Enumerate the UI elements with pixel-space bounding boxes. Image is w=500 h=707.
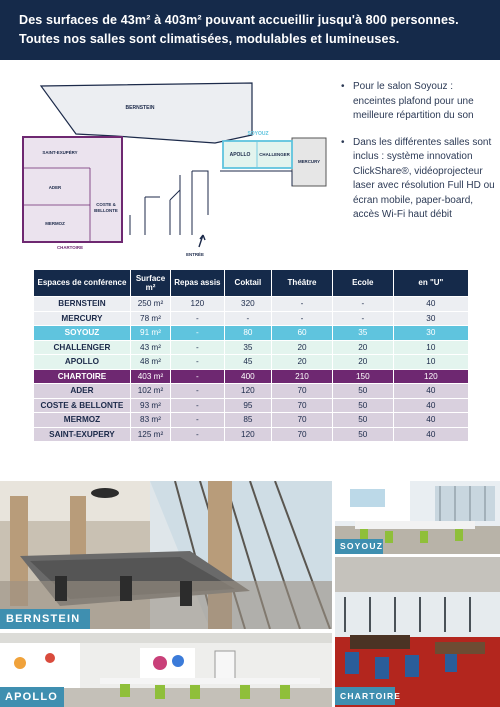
table-cell: 30: [394, 312, 468, 326]
capacity-table: [33, 269, 469, 442]
table-cell: 70: [272, 428, 332, 442]
plan-label-coste-bellonte: COSTE & BELLONTE: [94, 202, 118, 213]
photo-label-bernstein: BERNSTEIN: [0, 609, 90, 629]
photo-chartoire-image: [335, 557, 500, 707]
table-row: [34, 384, 468, 398]
table-row: [34, 413, 468, 427]
table-cell: 50: [333, 413, 393, 427]
table-cell: -: [171, 384, 224, 398]
table-cell: 400: [225, 370, 271, 384]
table-cell: -: [171, 428, 224, 442]
table-cell: -: [171, 355, 224, 369]
room-name-cell: ADER: [34, 384, 130, 398]
col-header-space: Espaces de conférence: [34, 270, 130, 296]
table-cell: 40: [394, 428, 468, 442]
plan-label-apollo: APOLLO: [229, 152, 251, 158]
col-header-u-shape: en "U": [394, 270, 468, 296]
plan-label-saint-exupery: SAINT-EXUPÉRY: [42, 150, 78, 155]
table-cell: -: [171, 341, 224, 355]
feature-item: [340, 80, 495, 124]
table-cell: 91 m²: [131, 326, 170, 340]
table-cell: 50: [333, 428, 393, 442]
col-header-school: Ecole: [333, 270, 393, 296]
plan-label-ader: ADER: [48, 185, 62, 190]
table-cell: 43 m²: [131, 341, 170, 355]
plan-label-soyouz: SOYOUZ: [247, 131, 269, 137]
table-cell: -: [272, 297, 332, 311]
table-cell: -: [171, 326, 224, 340]
col-header-surface: Surface m²: [131, 270, 170, 296]
photo-bernstein-image: [0, 481, 332, 629]
floor-plan: [20, 75, 332, 265]
table-cell: 40: [394, 384, 468, 398]
table-cell: -: [171, 413, 224, 427]
table-row: [34, 370, 468, 384]
table-row: [34, 399, 468, 413]
feature-item: [340, 136, 495, 223]
table-row: [34, 428, 468, 442]
table-cell: 60: [272, 326, 332, 340]
photo-label-apollo: APOLLO: [0, 687, 64, 707]
table-cell: -: [171, 312, 224, 326]
table-cell: 250 m²: [131, 297, 170, 311]
entrance-arrow-icon: [199, 235, 205, 247]
photo-label-chartoire: CHARTOIRE: [335, 687, 395, 705]
plan-label-bernstein: BERNSTEIN: [125, 105, 155, 111]
table-cell: 20: [272, 355, 332, 369]
table-cell: 120: [171, 297, 224, 311]
table-cell: 35: [225, 341, 271, 355]
bullet-icon: •: [341, 136, 345, 148]
table-row: [34, 326, 468, 340]
table-cell: 102 m²: [131, 384, 170, 398]
table-cell: 125 m²: [131, 428, 170, 442]
room-name-cell: CHARTOIRE: [34, 370, 130, 384]
room-name-cell: APOLLO: [34, 355, 130, 369]
table-cell: 48 m²: [131, 355, 170, 369]
feature-text: Pour le salon Soyouz : enceintes plafond pour une meilleure répartition du son: [353, 81, 474, 121]
table-cell: 40: [394, 297, 468, 311]
bullet-icon: •: [341, 81, 345, 92]
features-list: [340, 80, 495, 235]
photo-label-soyouz: SOYOUZ: [335, 539, 383, 554]
header-banner: [0, 0, 500, 60]
col-header-cocktail: Coktail: [225, 270, 271, 296]
table-row: [34, 355, 468, 369]
table-cell: -: [333, 312, 393, 326]
table-cell: 20: [272, 341, 332, 355]
plan-label-challenger: CHALLENGER: [259, 152, 290, 157]
col-header-theatre: Théâtre: [272, 270, 332, 296]
table-cell: 403 m²: [131, 370, 170, 384]
photo-chartoire: [335, 557, 500, 707]
photo-apollo: [0, 633, 332, 707]
room-name-cell: COSTE & BELLONTE: [34, 399, 130, 413]
table-cell: 10: [394, 355, 468, 369]
table-cell: 50: [333, 384, 393, 398]
table-cell: 70: [272, 384, 332, 398]
table-cell: 83 m²: [131, 413, 170, 427]
room-name-cell: CHALLENGER: [34, 341, 130, 355]
plan-label-chartoire: CHARTOIRE: [56, 245, 84, 250]
header-line-2: Toutes nos salles sont climatisées, modulables et lumineuses.: [19, 32, 400, 46]
table-cell: 95: [225, 399, 271, 413]
table-cell: 70: [272, 413, 332, 427]
plan-label-mermoz: MERMOZ: [45, 221, 65, 226]
table-cell: 40: [394, 399, 468, 413]
room-name-cell: SOYOUZ: [34, 326, 130, 340]
table-cell: -: [171, 370, 224, 384]
table-cell: 70: [272, 399, 332, 413]
table-cell: 10: [394, 341, 468, 355]
table-cell: 45: [225, 355, 271, 369]
plan-bernstein-room: [41, 83, 252, 143]
table-cell: 320: [225, 297, 271, 311]
table-cell: -: [272, 312, 332, 326]
plan-label-entree: ENTRÉE: [186, 252, 204, 257]
table-row: [34, 341, 468, 355]
table-cell: 78 m²: [131, 312, 170, 326]
table-cell: 120: [394, 370, 468, 384]
table-cell: 80: [225, 326, 271, 340]
table-cell: 30: [394, 326, 468, 340]
table-cell: 210: [272, 370, 332, 384]
plan-label-mercury: MERCURY: [297, 159, 321, 164]
col-header-seated-meal: Repas assis: [171, 270, 224, 296]
feature-text: Dans les différentes salles sont inclus : système innovation ClickShare®, vidéoprojecteur laser avec résolution Full HD ou écran mobile, paper-board, accès Wi-Fi haut débit: [353, 136, 495, 220]
table-cell: 93 m²: [131, 399, 170, 413]
table-cell: 40: [394, 413, 468, 427]
table-cell: -: [225, 312, 271, 326]
room-name-cell: SAINT-EXUPERY: [34, 428, 130, 442]
table-cell: 20: [333, 341, 393, 355]
table-header-row: [34, 270, 468, 296]
room-name-cell: MERCURY: [34, 312, 130, 326]
table-cell: 120: [225, 428, 271, 442]
room-name-cell: MERMOZ: [34, 413, 130, 427]
photo-soyouz: [335, 481, 500, 554]
table-row: [34, 312, 468, 326]
floor-plan-drawing: [20, 75, 332, 265]
table-row: [34, 297, 468, 311]
table-cell: 50: [333, 399, 393, 413]
table-cell: -: [171, 399, 224, 413]
room-name-cell: BERNSTEIN: [34, 297, 130, 311]
photo-bernstein: [0, 481, 332, 629]
table-cell: 120: [225, 384, 271, 398]
table-cell: -: [333, 297, 393, 311]
header-line-1: Des surfaces de 43m² à 403m² pouvant accueillir jusqu'à 800 personnes.: [19, 13, 459, 27]
table-cell: 85: [225, 413, 271, 427]
table-cell: 150: [333, 370, 393, 384]
table-cell: 20: [333, 355, 393, 369]
table-cell: 35: [333, 326, 393, 340]
